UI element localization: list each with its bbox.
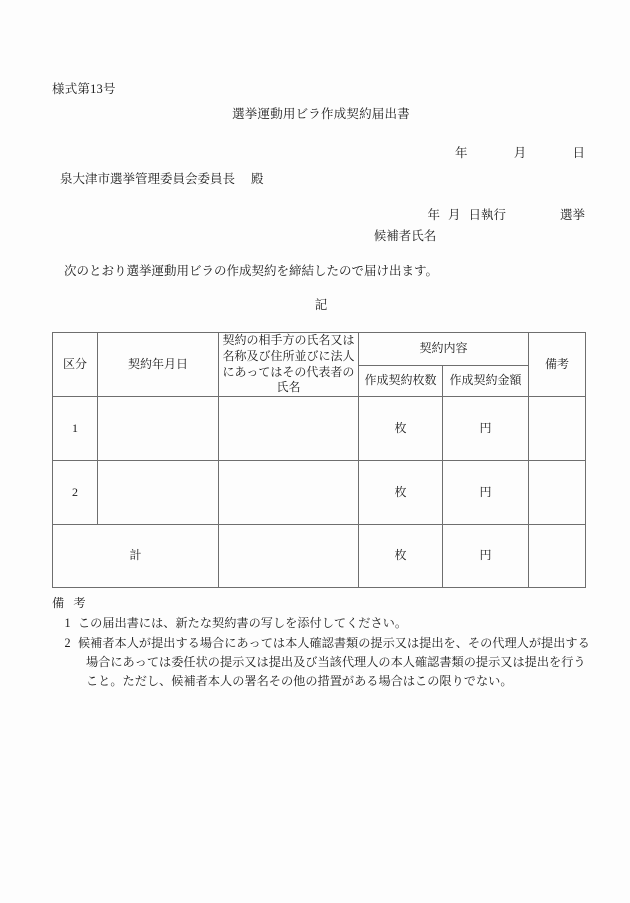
row-sheets-unit[interactable]: 枚	[359, 461, 443, 525]
note-item	[45, 634, 590, 691]
candidate-name-label: 候補者氏名	[373, 229, 437, 243]
row-amount-unit[interactable]: 円	[443, 461, 529, 525]
addressee-name: 泉大津市選挙管理委員会委員長	[60, 172, 236, 186]
row-sheets-unit[interactable]: 枚	[359, 397, 443, 461]
contract-table	[52, 332, 586, 588]
election-month-label: 月	[447, 208, 461, 222]
table-header-row-1	[53, 333, 586, 366]
header-counterparty: 契約の相手方の氏名又は名称及び住所並びに法人にあってはその代表者の氏名	[219, 333, 359, 397]
row-contract-date-input[interactable]	[98, 461, 219, 525]
header-contract-date: 契約年月日	[98, 333, 219, 397]
note-number: 2	[64, 635, 71, 650]
header-sheets: 作成契約枚数	[359, 366, 443, 397]
header-note: 備考	[529, 333, 586, 397]
intro-text: 次のとおり選挙運動用ビラの作成契約を締結したので届け出ます。	[64, 264, 439, 278]
election-label: 選挙	[559, 208, 585, 222]
election-day-exec-label: 日執行	[468, 208, 506, 222]
header-kubun: 区分	[53, 333, 98, 397]
table-row	[53, 397, 586, 461]
note-text: この届出書には、新たな契約書の写しを添付してください。	[78, 615, 408, 630]
row-counterparty-input[interactable]	[219, 397, 359, 461]
form-number: 様式第13号	[52, 82, 116, 96]
total-amount-unit[interactable]: 円	[443, 525, 529, 588]
notes-heading-char-1: 備	[52, 596, 65, 610]
note-item	[45, 614, 590, 633]
contract-table-wrapper	[52, 332, 585, 588]
header-contract-content: 契約内容	[359, 333, 529, 366]
note-number: 1	[64, 615, 71, 630]
date-year-label: 年	[455, 146, 468, 160]
election-date-line	[300, 205, 585, 223]
addressee-honorific: 殿	[251, 172, 264, 186]
date-month-label: 月	[513, 146, 527, 160]
addressee-line	[60, 169, 264, 187]
total-counterparty[interactable]	[219, 525, 359, 588]
notes-section	[45, 594, 590, 691]
row-contract-date-input[interactable]	[98, 397, 219, 461]
total-label: 計	[53, 525, 219, 588]
table-row	[53, 461, 586, 525]
row-amount-unit[interactable]: 円	[443, 397, 529, 461]
row-note-input[interactable]	[529, 397, 586, 461]
table-total-row	[53, 525, 586, 588]
date-day-label: 日	[572, 146, 585, 160]
row-counterparty-input[interactable]	[219, 461, 359, 525]
row-note-input[interactable]	[529, 461, 586, 525]
total-note[interactable]	[529, 525, 586, 588]
document-title: 選挙運動用ビラ作成契約届出書	[232, 107, 410, 121]
notes-heading	[52, 594, 590, 613]
notes-heading-char-2: 考	[73, 596, 86, 610]
total-sheets-unit[interactable]: 枚	[359, 525, 443, 588]
row-kubun: 2	[53, 461, 98, 525]
ki-marker: 記	[314, 298, 328, 312]
row-kubun: 1	[53, 397, 98, 461]
election-year-label: 年	[427, 208, 440, 222]
note-text: 候補者本人が提出する場合にあっては本人確認書類の提示又は提出を、その代理人が提出する場合にあっては委任状の提示又は提出及び当該代理人の本人確認書類の提示又は提出を行うこと。ただし、候補者本人の署名その他の措置がある場合はこの限りでない。	[78, 635, 590, 688]
submission-date-line	[455, 143, 585, 161]
header-amount: 作成契約金額	[443, 366, 529, 397]
